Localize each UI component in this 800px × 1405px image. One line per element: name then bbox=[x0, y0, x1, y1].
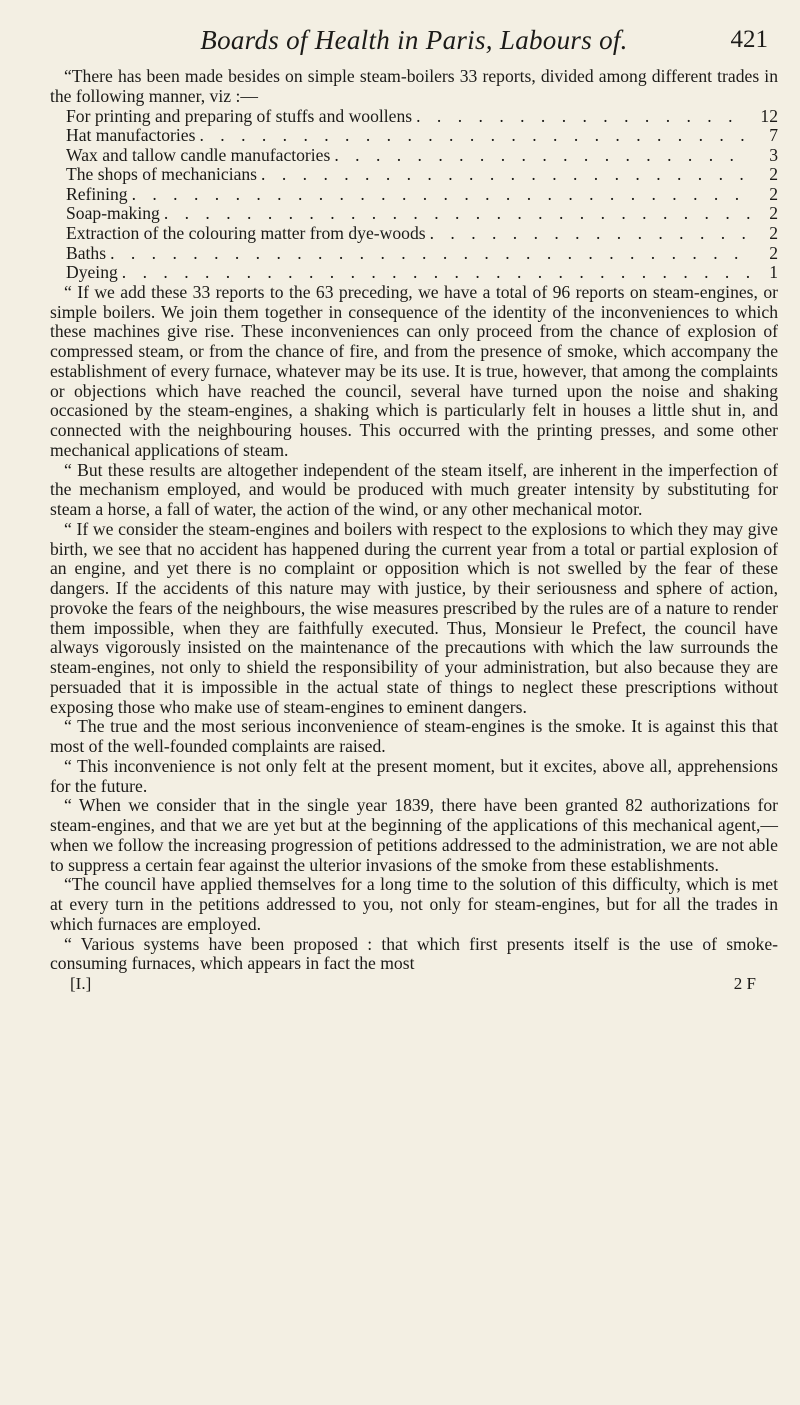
trade-name: Hat manufactories bbox=[66, 125, 196, 146]
page-footer bbox=[50, 974, 778, 994]
body-paragraph: “ If we consider the steam-engines and boilers with respect to the explosions to which they may give birth, we see that no accident has happened during the current year from a total or partial explosion of an engine, and yet there is no complaint or opposition which is not swelled by the fear of these dangers. If the accidents of this nature may with justice, by their seriousness and sphere of action, provoke the fears of the neighbours, the wise measures prescribed by the rules are of a nature to render them impossible, when they are faithfully executed. Thus, Monsieur le Prefect, the council have always vigorously insisted on the maintenance of the precautions with which the law surrounds the steam-engines, not only to shield the responsibility of your administration, but also because they are persuaded that it is impossible in the actual state of things to neglect these prescriptions without exposing those who make use of steam-engines to eminent dangers. bbox=[50, 518, 778, 717]
dot-leader bbox=[261, 165, 750, 185]
list-item bbox=[66, 244, 778, 264]
list-item bbox=[66, 126, 778, 146]
report-count: 1 bbox=[769, 262, 778, 283]
report-count: 2 bbox=[769, 203, 778, 224]
list-item bbox=[66, 165, 778, 185]
report-count: 3 bbox=[769, 144, 778, 165]
report-count: 2 bbox=[769, 183, 778, 204]
body-paragraph: “ If we add these 33 reports to the 63 preceding, we have a total of 96 reports on steam-engines, or simple boilers. We join them together in consequence of the identity of the inconveniences to which these machines give rise. These inconveniences can only proceed from the chance of explosion of compressed steam, or from the chance of fire, and from the presence of smoke, which accompany the establishment of every furnace, whatever may be its use. It is true, however, that among the complaints or objections which have reached the council, several have turned upon the noise and shaking occasioned by the steam-engines, a shaking which is particularly felt in houses a little shut in, and connected with the neighbouring houses. This occurred with the printing presses, and some other mechanical applications of steam. bbox=[50, 281, 778, 460]
running-title: Boards of Health in Paris, Labours of. bbox=[200, 25, 628, 55]
intro-paragraph: “There has been made besides on simple steam-boilers 33 reports, divided among different trades in the following manner, viz :— bbox=[50, 66, 778, 106]
trade-name: The shops of mechanicians bbox=[66, 164, 258, 185]
trade-name: Wax and tallow candle manufactories bbox=[66, 144, 331, 165]
list-item bbox=[66, 224, 778, 244]
body-paragraph: “ But these results are altogether independent of the steam itself, are inherent in the imperfection of the mechanism employed, and would be produced with much greater intensity by substituting for steam a horse, a fall of water, the action of the wind, or any other mechanical motor. bbox=[50, 459, 778, 520]
page-header bbox=[50, 22, 778, 58]
report-count: 12 bbox=[760, 105, 778, 126]
trade-name: Refining bbox=[66, 183, 128, 204]
dot-leader bbox=[132, 185, 750, 205]
dot-leader bbox=[416, 107, 750, 127]
list-item bbox=[66, 107, 778, 127]
dot-leader bbox=[122, 263, 750, 283]
body-paragraph: “ This inconvenience is not only felt at the present moment, but it excites, above all, apprehensions for the future. bbox=[50, 755, 778, 796]
trade-name: Soap-making bbox=[66, 203, 160, 224]
signature-mark: [I.] bbox=[70, 974, 92, 994]
report-count: 7 bbox=[769, 125, 778, 146]
body-paragraph: “ When we consider that in the single year 1839, there have been granted 82 authorizations for steam-engines, and that we are yet but at the beginning of the applications of this mechanical agent,—when we follow the increasing progression of petitions addressed to the administration, we are not able to suppress a certain fear against the ulterior invasions of the smoke from these establishments. bbox=[50, 795, 778, 875]
dot-leader bbox=[164, 204, 750, 224]
dot-leader bbox=[110, 244, 750, 264]
report-count: 2 bbox=[769, 223, 778, 244]
page-number: 421 bbox=[730, 26, 768, 53]
list-item bbox=[66, 204, 778, 224]
dot-leader bbox=[334, 146, 750, 166]
sheet-mark: 2 F bbox=[733, 974, 756, 994]
report-count: 2 bbox=[769, 164, 778, 185]
list-item bbox=[66, 185, 778, 205]
trades-list bbox=[66, 107, 778, 283]
dot-leader bbox=[430, 224, 750, 244]
body-paragraph: “The council have applied themselves for a long time to the solution of this difficulty, which is met at every turn in the petitions addressed to you, not only for steam-engines, but for all the trades in which furnaces are employed. bbox=[50, 874, 778, 934]
dot-leader bbox=[199, 126, 750, 146]
trade-name: Baths bbox=[66, 242, 107, 263]
body-paragraph: “ Various systems have been proposed : that which first presents itself is the use of smoke-consuming furnaces, which appears in fact the most bbox=[50, 933, 778, 974]
trade-name: Dyeing bbox=[66, 262, 118, 283]
list-item bbox=[66, 263, 778, 283]
list-item bbox=[66, 146, 778, 166]
trade-name: For printing and preparing of stuffs and woollens bbox=[66, 105, 413, 126]
body-paragraph: “ The true and the most serious inconvenience of steam-engines is the smoke. It is against this that most of the well-founded complaints are raised. bbox=[50, 716, 778, 757]
trade-name: Extraction of the colouring matter from dye-woods bbox=[66, 223, 426, 244]
report-count: 2 bbox=[769, 242, 778, 263]
